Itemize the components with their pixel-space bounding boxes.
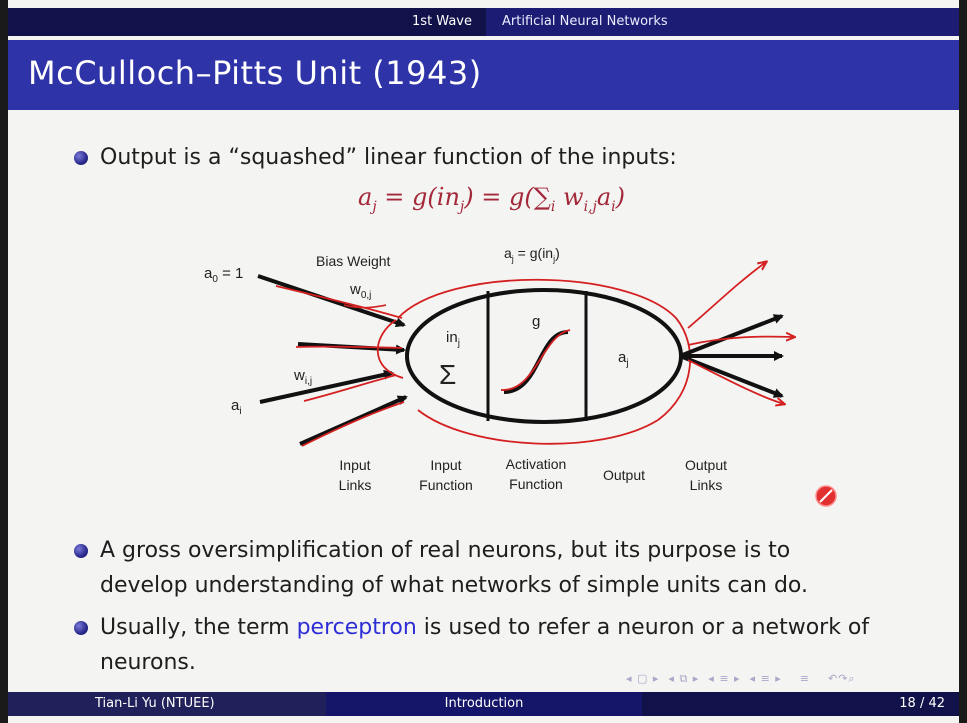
input-arrow <box>300 397 406 444</box>
activation-function-label: Function <box>509 476 563 492</box>
input-function-label: Function <box>419 477 473 493</box>
w0j-label: $w_{0,j}$ <box>350 281 372 301</box>
input-function-label: Input <box>430 457 462 473</box>
annotation-stroke <box>302 402 404 446</box>
footer-section[interactable]: Introduction <box>326 692 642 716</box>
page-number: 18 / 42 <box>899 696 945 711</box>
annotation-stroke <box>276 286 402 318</box>
input-links-label: Links <box>338 477 372 493</box>
nav-subsection[interactable]: Artificial Neural Networks <box>486 8 959 36</box>
activation-function-label: Activation <box>505 456 567 472</box>
slide-title: McCulloch–Pitts Unit (1943) <box>28 54 482 92</box>
output-links-label: Links <box>689 477 723 493</box>
bullet-text-1: Output is a “squashed” linear function of the inputs: <box>100 145 677 170</box>
input-arrow <box>260 373 392 402</box>
beamer-navigation-icons[interactable]: ◂ ▢ ▸ ◂ ⧉ ▸ ◂ ≡ ▸ ◂ ≡ ▸ ≡ ↶↷⌕ <box>626 672 856 685</box>
bullet-icon <box>74 621 88 635</box>
perceptron-link[interactable]: perceptron <box>296 615 417 640</box>
bullet-text-3: Usually, the term perceptron is used to refer a neuron or a network of neurons. <box>100 615 870 675</box>
a0-label: $a_0 = 1$ <box>204 265 244 285</box>
neuron-body <box>407 290 681 422</box>
annotation-stroke <box>688 262 766 328</box>
output-links-label: Output <box>684 457 728 473</box>
annotation-stroke <box>688 337 794 345</box>
output-label: Output <box>602 467 646 483</box>
formula: $a_j = g(in_j) = g(\sum_i$ $w_{i,j}a_i$) <box>358 183 626 215</box>
bullet-text-2: A gross oversimplification of real neurons, but its purpose is to develop understanding of what networks of simple units can do. <box>100 538 808 598</box>
annotation-stroke <box>501 330 570 390</box>
sigma-symbol: Σ <box>439 359 457 390</box>
no-entry-icon <box>816 486 836 506</box>
sigmoid-curve <box>504 332 568 392</box>
output-arrow <box>680 356 782 396</box>
ai-label: $a_i$ <box>231 397 242 417</box>
wij-label: $w_{i,j}$ <box>294 367 313 387</box>
footer-author: Tian-Li Yu (NTUEE) <box>95 696 215 711</box>
annotation-stroke <box>688 360 784 404</box>
slide <box>8 0 959 723</box>
in-j-label: $in_j$ <box>446 329 460 349</box>
nav-section[interactable]: 1st Wave <box>412 14 472 29</box>
input-links-label: Input <box>339 457 371 473</box>
bias-weight-label: Bias Weight <box>316 253 391 269</box>
bias-input-arrow <box>258 276 404 325</box>
footer <box>8 692 959 716</box>
bullet-icon <box>74 544 88 558</box>
aj-output-label: $a_j$ <box>618 349 629 369</box>
output-equation-label: $a_j = g(in_j)$ <box>504 245 560 264</box>
g-label: g <box>532 313 541 330</box>
